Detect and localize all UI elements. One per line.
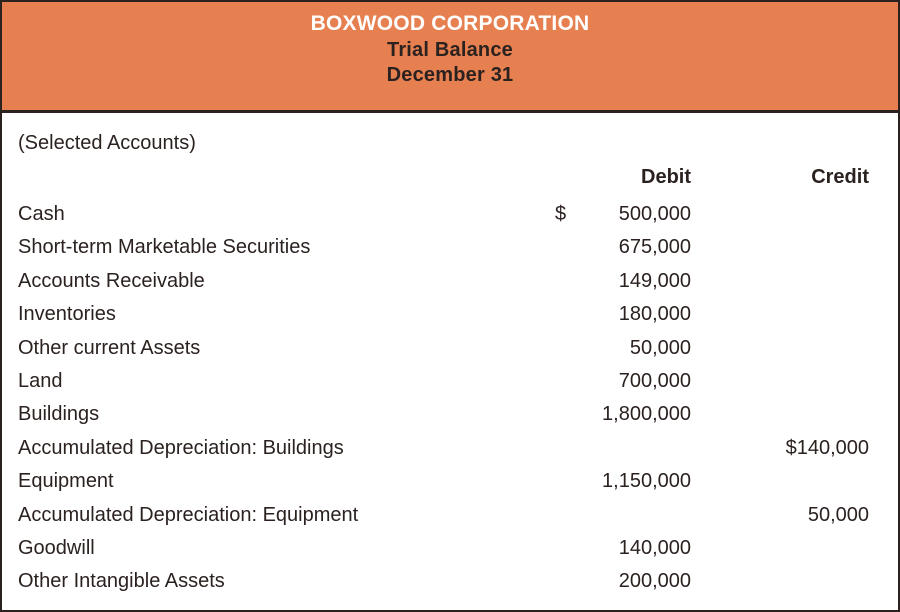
debit-amount: 200,000: [618, 570, 691, 593]
table-row: [2, 203, 898, 236]
debit-amount: 675,000: [618, 236, 691, 259]
account-name: Other Intangible Assets: [18, 570, 225, 593]
table-row: [2, 370, 898, 403]
report-date: December 31: [386, 64, 514, 87]
debit-amount: 149,000: [618, 269, 691, 292]
table-row: [2, 303, 898, 336]
table-row: [2, 337, 898, 370]
report-title: Trial Balance: [387, 38, 513, 61]
debit-amount: 140,000: [618, 536, 691, 559]
table-row: [2, 403, 898, 436]
table-row: [2, 537, 898, 570]
account-rows: [2, 203, 898, 604]
debit-amount: 1,150,000: [602, 470, 691, 493]
account-name: Goodwill: [18, 536, 95, 559]
table-row: [2, 437, 898, 470]
statement-header: [2, 2, 898, 113]
account-name: Inventories: [18, 303, 116, 326]
debit-amount: 500,000: [618, 203, 691, 225]
account-name: Accounts Receivable: [18, 269, 205, 292]
column-headers: [2, 166, 898, 196]
account-name: Cash: [18, 203, 65, 225]
table-row: [2, 470, 898, 503]
table-row: [2, 570, 898, 603]
debit-amount: 700,000: [618, 369, 691, 392]
table-row: [2, 236, 898, 269]
table-row: [2, 504, 898, 537]
table-row: [2, 270, 898, 303]
account-name: Equipment: [18, 470, 114, 493]
debit-amount: 1,800,000: [602, 403, 691, 426]
credit-amount: 50,000: [807, 503, 869, 526]
account-name: Other current Assets: [18, 336, 201, 359]
account-name: Land: [18, 369, 63, 392]
credit-amount: $140,000: [785, 436, 869, 459]
debit-amount: 180,000: [618, 303, 691, 326]
account-name: Buildings: [18, 403, 100, 426]
column-header-debit: Debit: [641, 166, 691, 188]
currency-symbol: $: [555, 203, 567, 225]
selected-accounts-note: (Selected Accounts): [18, 132, 196, 154]
column-header-credit: Credit: [811, 166, 869, 188]
company-name: BOXWOOD CORPORATION: [310, 12, 590, 35]
account-name: Short-term Marketable Securities: [18, 236, 311, 259]
debit-amount: 50,000: [629, 336, 691, 359]
account-name: Accumulated Depreciation: Equipment: [18, 503, 359, 526]
account-name: Accumulated Depreciation: Buildings: [18, 436, 344, 459]
